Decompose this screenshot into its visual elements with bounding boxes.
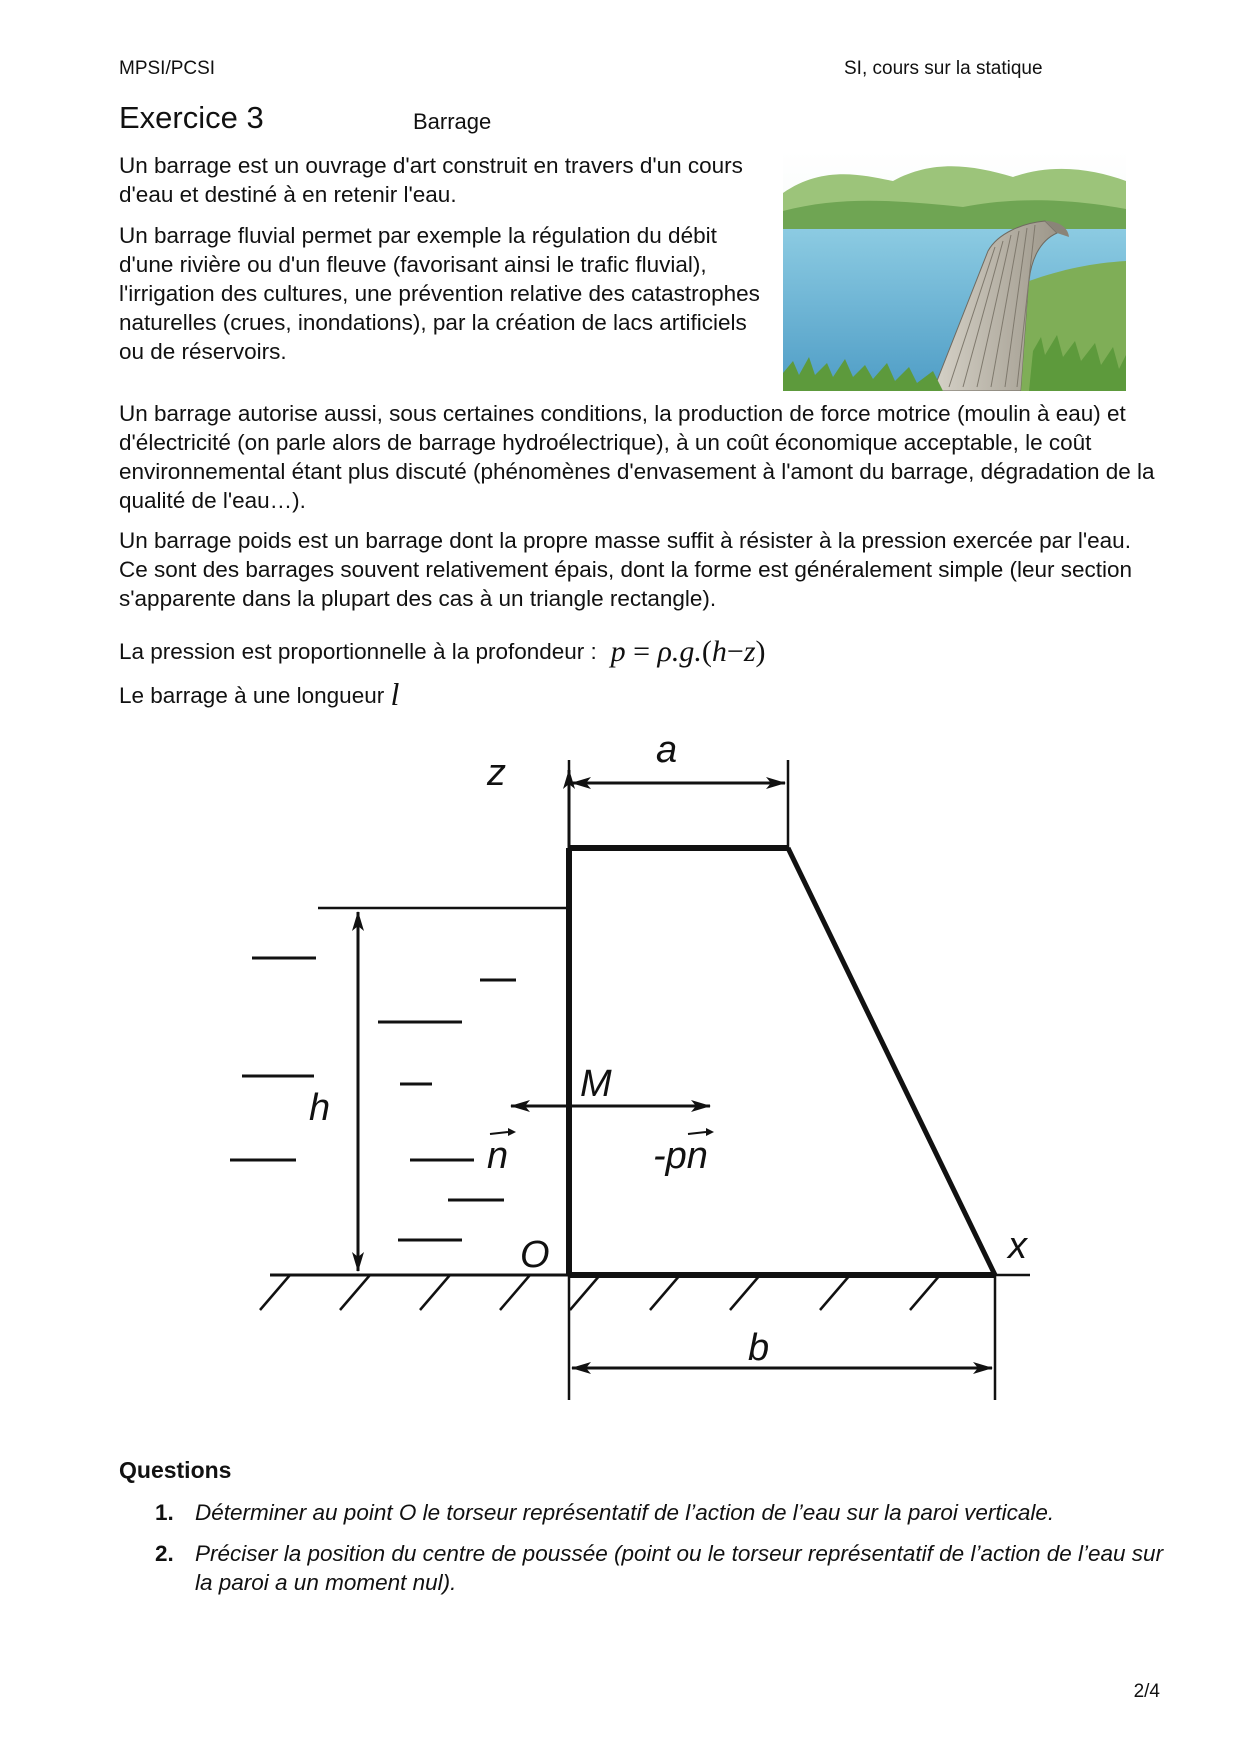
paragraph-hydro: Un barrage autorise aussi, sous certaines conditions, la production de force motrice (moulin à eau) et d'électricité (on parle alors de barrage hydroélectrique), à un coût économique acceptable, le coût environnemental étant plus discuté (phénomènes d'envasement à l'amont du barrage, dégradation de la qualité de l'eau…). [119,401,1155,513]
paragraph-gravity-dam: Un barrage poids est un barrage dont la propre masse suffit à résister à la pression exercée par l'eau. Ce sont des barrages souvent relativement épais, dont la forme est généralement simple (leur section s'apparente dans la plupart des cas à un triangle rectangle). [119,528,1133,611]
label-h: h [309,1087,331,1129]
question-number: 2. [155,1541,174,1566]
water-dashes [230,958,516,1240]
formula-g: g [679,635,695,668]
pressure-line [119,635,766,666]
label-M: M [580,1063,612,1105]
formula-h: h [711,635,727,668]
formula-p: p [610,635,626,668]
label-x: x [1008,1225,1027,1267]
formula-open-paren: ( [701,635,712,668]
dam-section [569,848,995,1275]
formula-z: z [743,635,756,668]
formula-rho: ρ [657,635,672,668]
page-number: 2/4 [1133,1681,1160,1702]
dam-illustration [783,151,1126,391]
dimension-b [569,1275,995,1400]
length-text: Le barrage à une longueur [119,683,385,708]
question-item [155,1539,1165,1597]
label-O: O [520,1234,550,1276]
length-symbol: l [390,676,400,712]
paragraph-fluvial: Un barrage fluvial permet par exemple la régulation du débit d'une rivière ou d'un fleuve (favorisant ainsi le trafic fluvial), l'irrigation des cultures, une prévention relative des catastrophes naturelles (crues, inondations), par la création de lacs artificiels ou de réservoirs. [119,223,760,364]
header-right: SI, cours sur la statique [844,58,1043,79]
label-n: n [487,1135,509,1177]
label-b: b [748,1327,770,1369]
formula-dot-1: . [671,635,680,668]
length-line [119,678,399,710]
dam-diagram [0,730,1240,1430]
dimension-a [569,760,788,848]
dam-scene-image [783,151,1126,391]
paragraph-intro: Un barrage est un ouvrage d'art construit en travers d'un cours d'eau et destiné à en retenir l'eau. [119,153,743,207]
exercise-title: Exercice 3 [119,100,264,135]
formula-minus: − [726,635,744,668]
label-a: a [656,730,678,771]
question-text: Déterminer au point O le torseur représentatif de l’action de l’eau sur la paroi verticale. [195,1500,1055,1525]
questions-title: Questions [119,1457,232,1483]
question-item [155,1498,1165,1527]
exercise-subtitle: Barrage [413,109,492,134]
question-text: Préciser la position du centre de poussée (point ou le torseur représentatif de l’action de l’eau sur la paroi a un moment nul). [195,1541,1164,1595]
questions-list [155,1498,1165,1609]
formula-dot-2: . [694,635,702,668]
formula-equals: = [633,635,650,668]
dam-diagram-svg [0,730,1240,1430]
pressure-text: La pression est proportionnelle à la profondeur : [119,639,597,664]
dam-downstream-face [788,848,995,1275]
pressure-formula [603,635,765,668]
ground [260,1275,940,1310]
question-number: 1. [155,1500,174,1525]
label-minus-pn: -pn [653,1135,708,1177]
label-z: z [487,752,506,794]
formula-close-paren: ) [755,635,766,668]
header-left: MPSI/PCSI [119,58,216,79]
